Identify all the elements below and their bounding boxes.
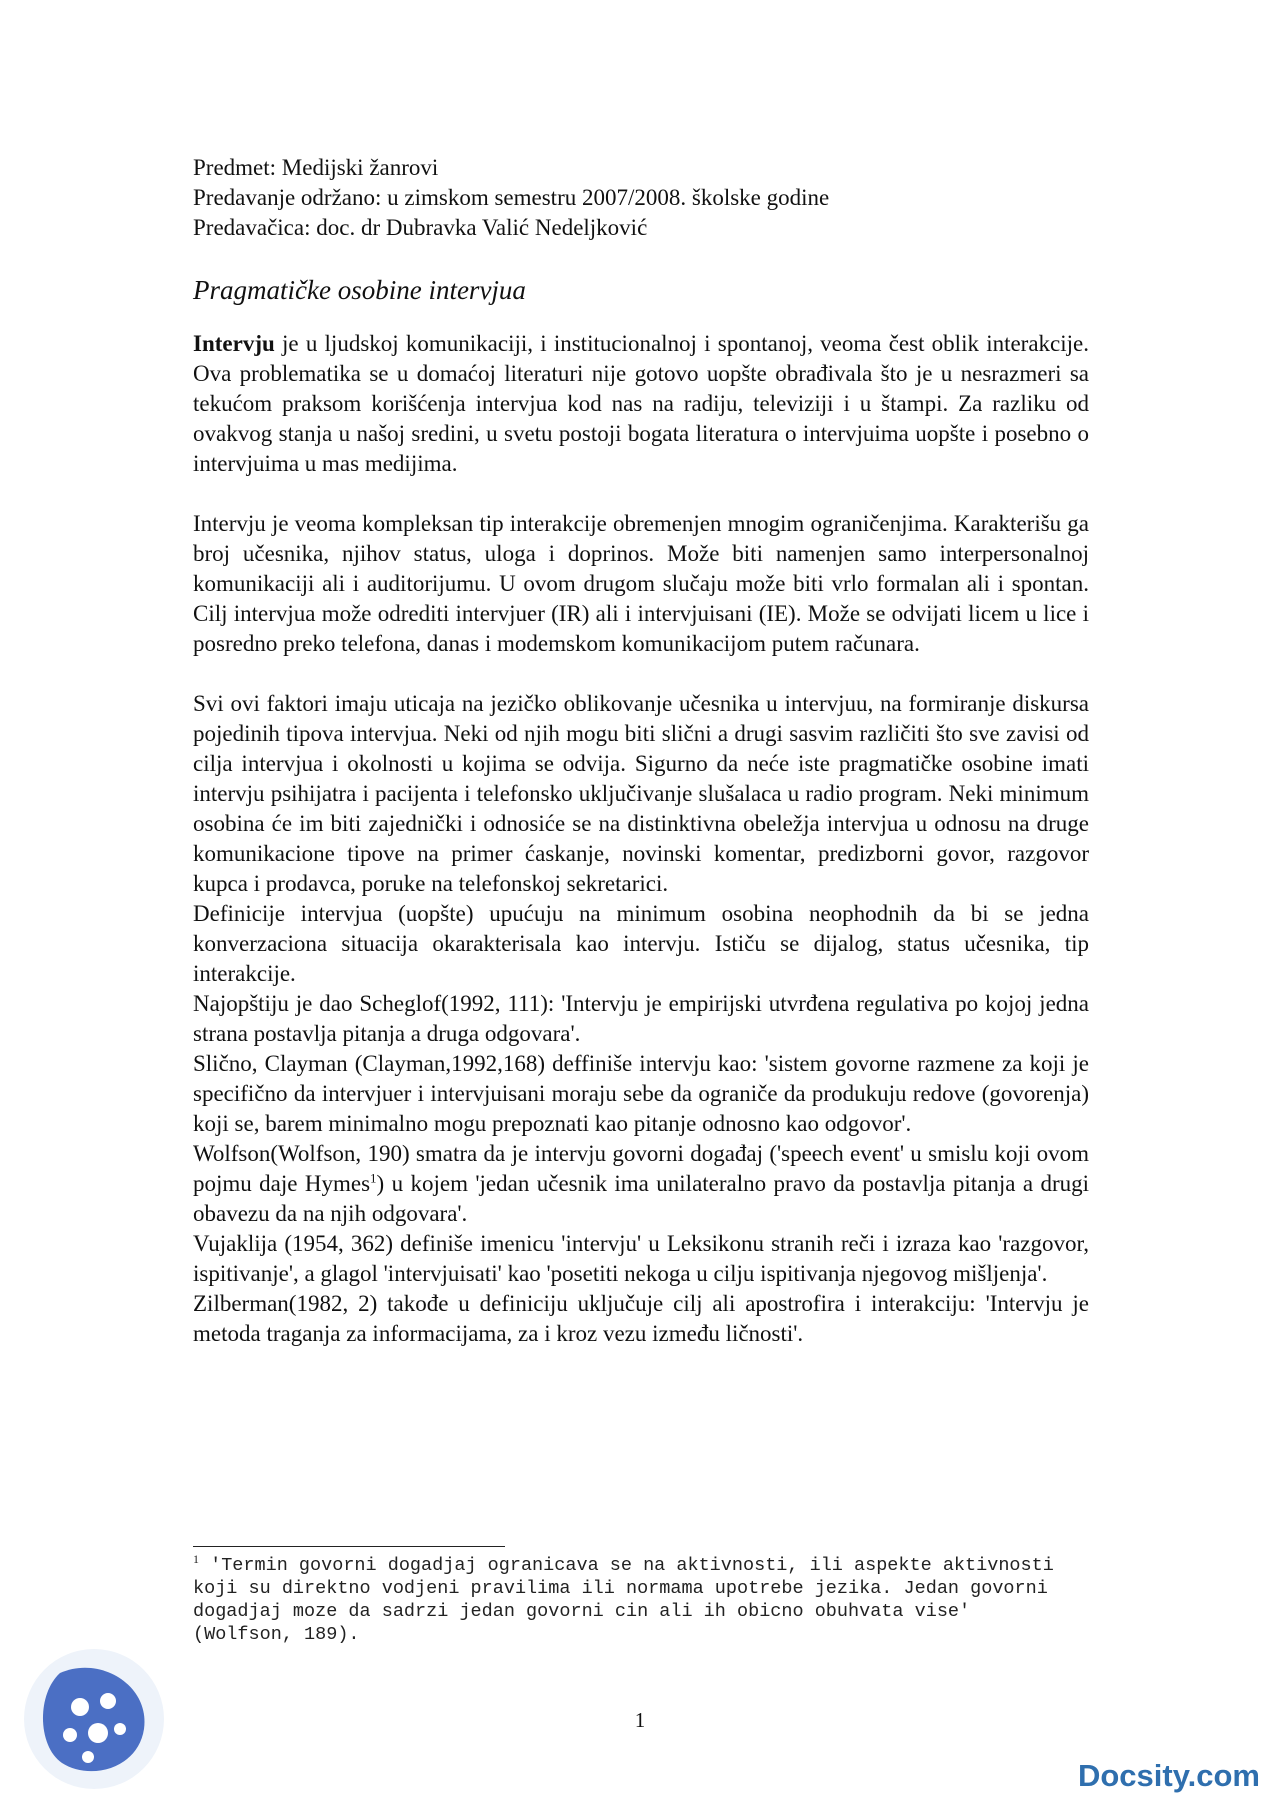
paragraph-8: Vujaklija (1954, 362) definiše imenicu 'intervju' u Leksikonu stranih reči i izraza kao 'razgovor, ispitivanje', a glagol 'intervjuisati' kao 'posetiti nekoga u cilju ispitivanja njegovog mišljenja'.: [193, 1231, 1089, 1286]
paragraph-5: Najopštiju je dao Scheglof(1992, 111): 'Intervju je empirijski utvrđena regulativa po kojoj jedna strana postavlja pitanja a druga odgovara'.: [193, 991, 1089, 1046]
paragraph-9: Zilberman(1982, 2) takođe u definiciju uključuje cilj ali apostrofira i interakciju: 'Intervju je metoda traganja za informacijama, za i kroz vezu između ličnosti'.: [193, 1291, 1089, 1346]
document-body: [193, 153, 1089, 1349]
document-title: Pragmatičke osobine intervjua: [193, 275, 526, 305]
footnote-divider: [193, 1546, 505, 1547]
footnote-text: 'Termin govorni dogadjaj ogranicava se na aktivnosti, ili aspekte aktivnosti koji su direktno vodjeni pravilima ili normama upotrebe jezika. Jedan govorni dogadjaj moze da sadrzi jedan govorni cin ali ih obicno obuhvata vise' (Wolfson, 189).: [193, 1555, 1065, 1645]
lecture-line: Predavanje održano: u zimskom semestru 2007/2008. školske godine: [193, 185, 830, 210]
paragraph-4: Definicije intervjua (uopšte) upućuju na minimum osobina neophodnih da bi se jedna konverzaciona situacija okarakterisala kao intervju. Ističu se dijalog, status učesnika, tip interakcije.: [193, 901, 1089, 986]
paragraph-3: Svi ovi faktori imaju uticaja na jezičko oblikovanje učesnika u intervjuu, na formiranje diskursa pojedinih tipova intervjua. Neki od njih mogu biti slični a drugi sasvim različiti što sve zavisi od cilja intervjua i okolnosti u kojima se odvija. Sigurno da neće iste pragmatičke osobine imati intervju psihijatra i pacijenta i telefonsko uključivanje slušalaca u radio program. Neki minimum osobina će im biti zajednički i odnosiće se na distinktivna obeležja intervjua u odnosu na druge komunikacione tipove na primer ćaskanje, novinski komentar, predizborni govor, razgovor kupca i prodavca, poruke na telefonskoj sekretarici.: [193, 691, 1089, 896]
paragraph-1-bold-term: Intervju: [193, 331, 275, 356]
paragraph-7-text-after: ) u kojem 'jedan učesnik ima unilateralno pravo da postavlja pitanja a drugi obavezu da na njih odgovara'.: [193, 1171, 1089, 1226]
paragraph-1: [193, 329, 1089, 479]
footnote-reference[interactable]: 1: [370, 1170, 377, 1186]
paragraph-7-text-before: Wolfson(Wolfson, 190) smatra da je intervju govorni događaj ('speech event' u smislu koji ovom pojmu daje Hymes: [193, 1141, 1089, 1196]
docsity-logo-icon[interactable]: [20, 1645, 168, 1793]
subject-line: Predmet: Medijski žanrovi: [193, 155, 439, 180]
paragraph-1-text: je u ljudskoj komunikaciji, i institucionalnoj i spontanoj, veoma čest oblik interakcije. Ova problematika se u domaćoj literaturi nije gotovo uopšte obrađivala što je u nesrazmeri sa tekućom praksom korišćenja intervjua kod nas na radiju, televiziji i u štampi. Za razliku od ovakvog stanja u našoj sredini, u svetu postoji bogata literatura o intervjuima uopšte i posebno o intervjuima u mas medijima.: [193, 331, 1089, 476]
paragraph-2: Intervju je veoma kompleksan tip interakcije obremenjen mnogim ograničenjima. Karakterišu ga broj učesnika, njihov status, uloga i doprinos. Može biti namenjen samo interpersonalnoj komunikaciji ali i auditorijumu. U ovom drugom slučaju može biti vrlo formalan ali i spontan. Cilj intervjua može odrediti intervjuer (IR) ali i intervjuisani (IE). Može se odvijati licem u lice i posredno preko telefona, danas i modemskom komunikacijom putem računara.: [193, 511, 1089, 656]
paragraph-7: [193, 1139, 1089, 1229]
docsity-brand-link[interactable]: Docsity.com: [1077, 1758, 1260, 1793]
lecturer-line: Predavačica: doc. dr Dubravka Valić Nedeljković: [193, 215, 648, 240]
paragraph-6: Slično, Clayman (Clayman,1992,168) deffiniše intervju kao: 'sistem govorne razmene za koji je specifično da intervjuer i intervjuisani moraju sebe da ograniče da produkuju redove (govorenja) koji se, barem minimalno mogu prepoznati kao pitanje odnosno kao odgovor'.: [193, 1051, 1089, 1136]
footnote: [193, 1551, 1073, 1646]
footnote-marker: 1: [193, 1551, 199, 1566]
page-number: 1: [634, 1708, 646, 1732]
